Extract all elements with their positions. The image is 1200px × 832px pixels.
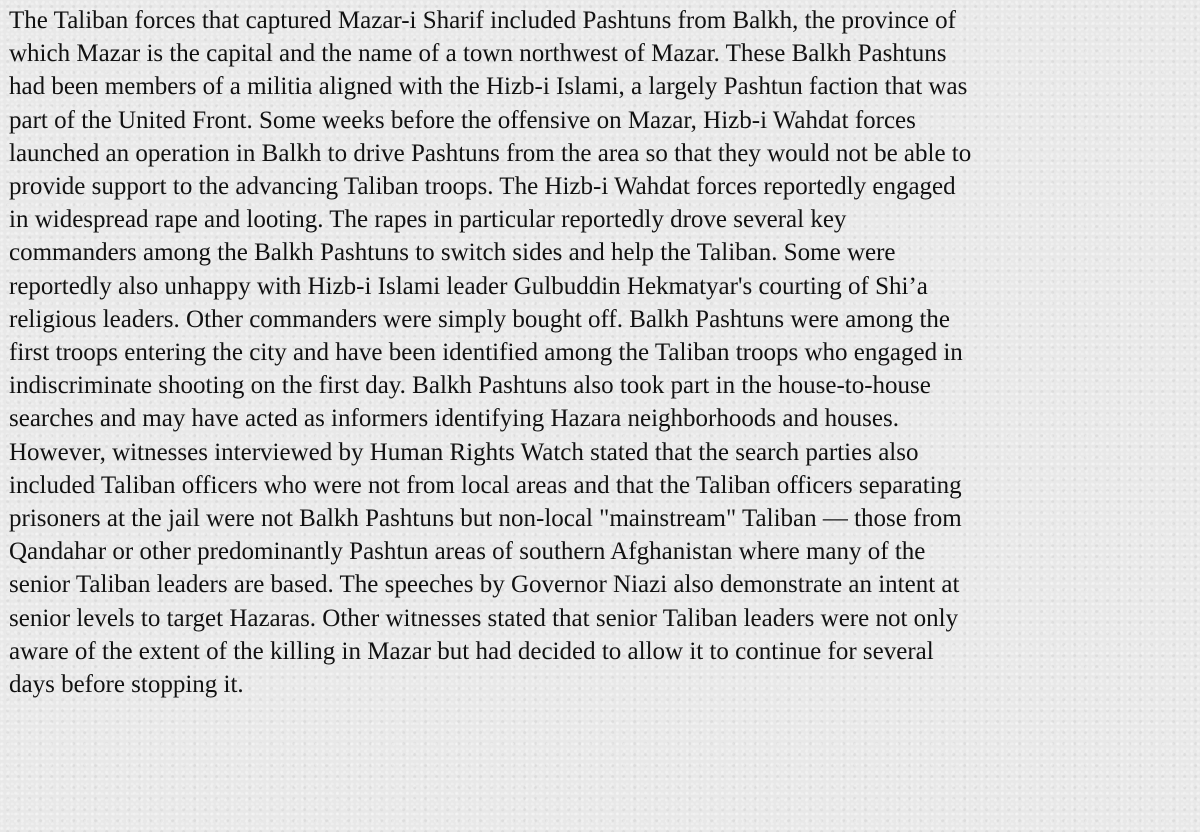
text-line: aware of the extent of the killing in Mazar but had decided to allow it to continue for several	[9, 637, 934, 665]
text-line: Qandahar or other predominantly Pashtun areas of southern Afghanistan where many of the	[9, 538, 926, 566]
text-line: provide support to the advancing Taliban troops. The Hizb-i Wahdat forces reportedly engaged	[9, 173, 956, 201]
text-line: had been members of a militia aligned with the Hizb-i Islami, a largely Pashtun faction that was	[9, 73, 968, 101]
text-line: religious leaders. Other commanders were simply bought off. Balkh Pashtuns were among the	[9, 305, 950, 333]
text-line: However, witnesses interviewed by Human Rights Watch stated that the search parties also	[9, 438, 919, 466]
text-line: The Taliban forces that captured Mazar-i Sharif included Pashtuns from Balkh, the province of	[9, 7, 956, 34]
text-line: launched an operation in Balkh to drive Pashtuns from the area so that they would not be able to	[9, 139, 972, 167]
text-line: searches and may have acted as informers identifying Hazara neighborhoods and houses.	[9, 405, 899, 433]
text-line: senior levels to target Hazaras. Other witnesses stated that senior Taliban leaders were not only	[9, 604, 959, 632]
text-line: prisoners at the jail were not Balkh Pashtuns but non-local "mainstream" Taliban — those from	[9, 505, 962, 533]
text-line: in widespread rape and looting. The rapes in particular reportedly drove several key	[9, 206, 847, 234]
text-line: days before stopping it.	[9, 671, 244, 699]
text-line: first troops entering the city and have been identified among the Taliban troops who engaged in	[9, 339, 963, 367]
text-line: indiscriminate shooting on the first day. Balkh Pashtuns also took part in the house-to-house	[9, 372, 931, 400]
body-paragraph	[9, 4, 1192, 701]
text-line: commanders among the Balkh Pashtuns to switch sides and help the Taliban. Some were	[9, 239, 896, 267]
text-line: included Taliban officers who were not from local areas and that the Taliban officers separating	[9, 471, 962, 499]
text-line: which Mazar is the capital and the name of a town northwest of Mazar. These Balkh Pashtuns	[9, 40, 947, 68]
text-line: part of the United Front. Some weeks before the offensive on Mazar, Hizb-i Wahdat forces	[9, 106, 916, 134]
text-line: reportedly also unhappy with Hizb-i Islami leader Gulbuddin Hekmatyar's courting of Shi’a	[9, 272, 928, 300]
text-line: senior Taliban leaders are based. The speeches by Governor Niazi also demonstrate an intent at	[9, 571, 960, 599]
